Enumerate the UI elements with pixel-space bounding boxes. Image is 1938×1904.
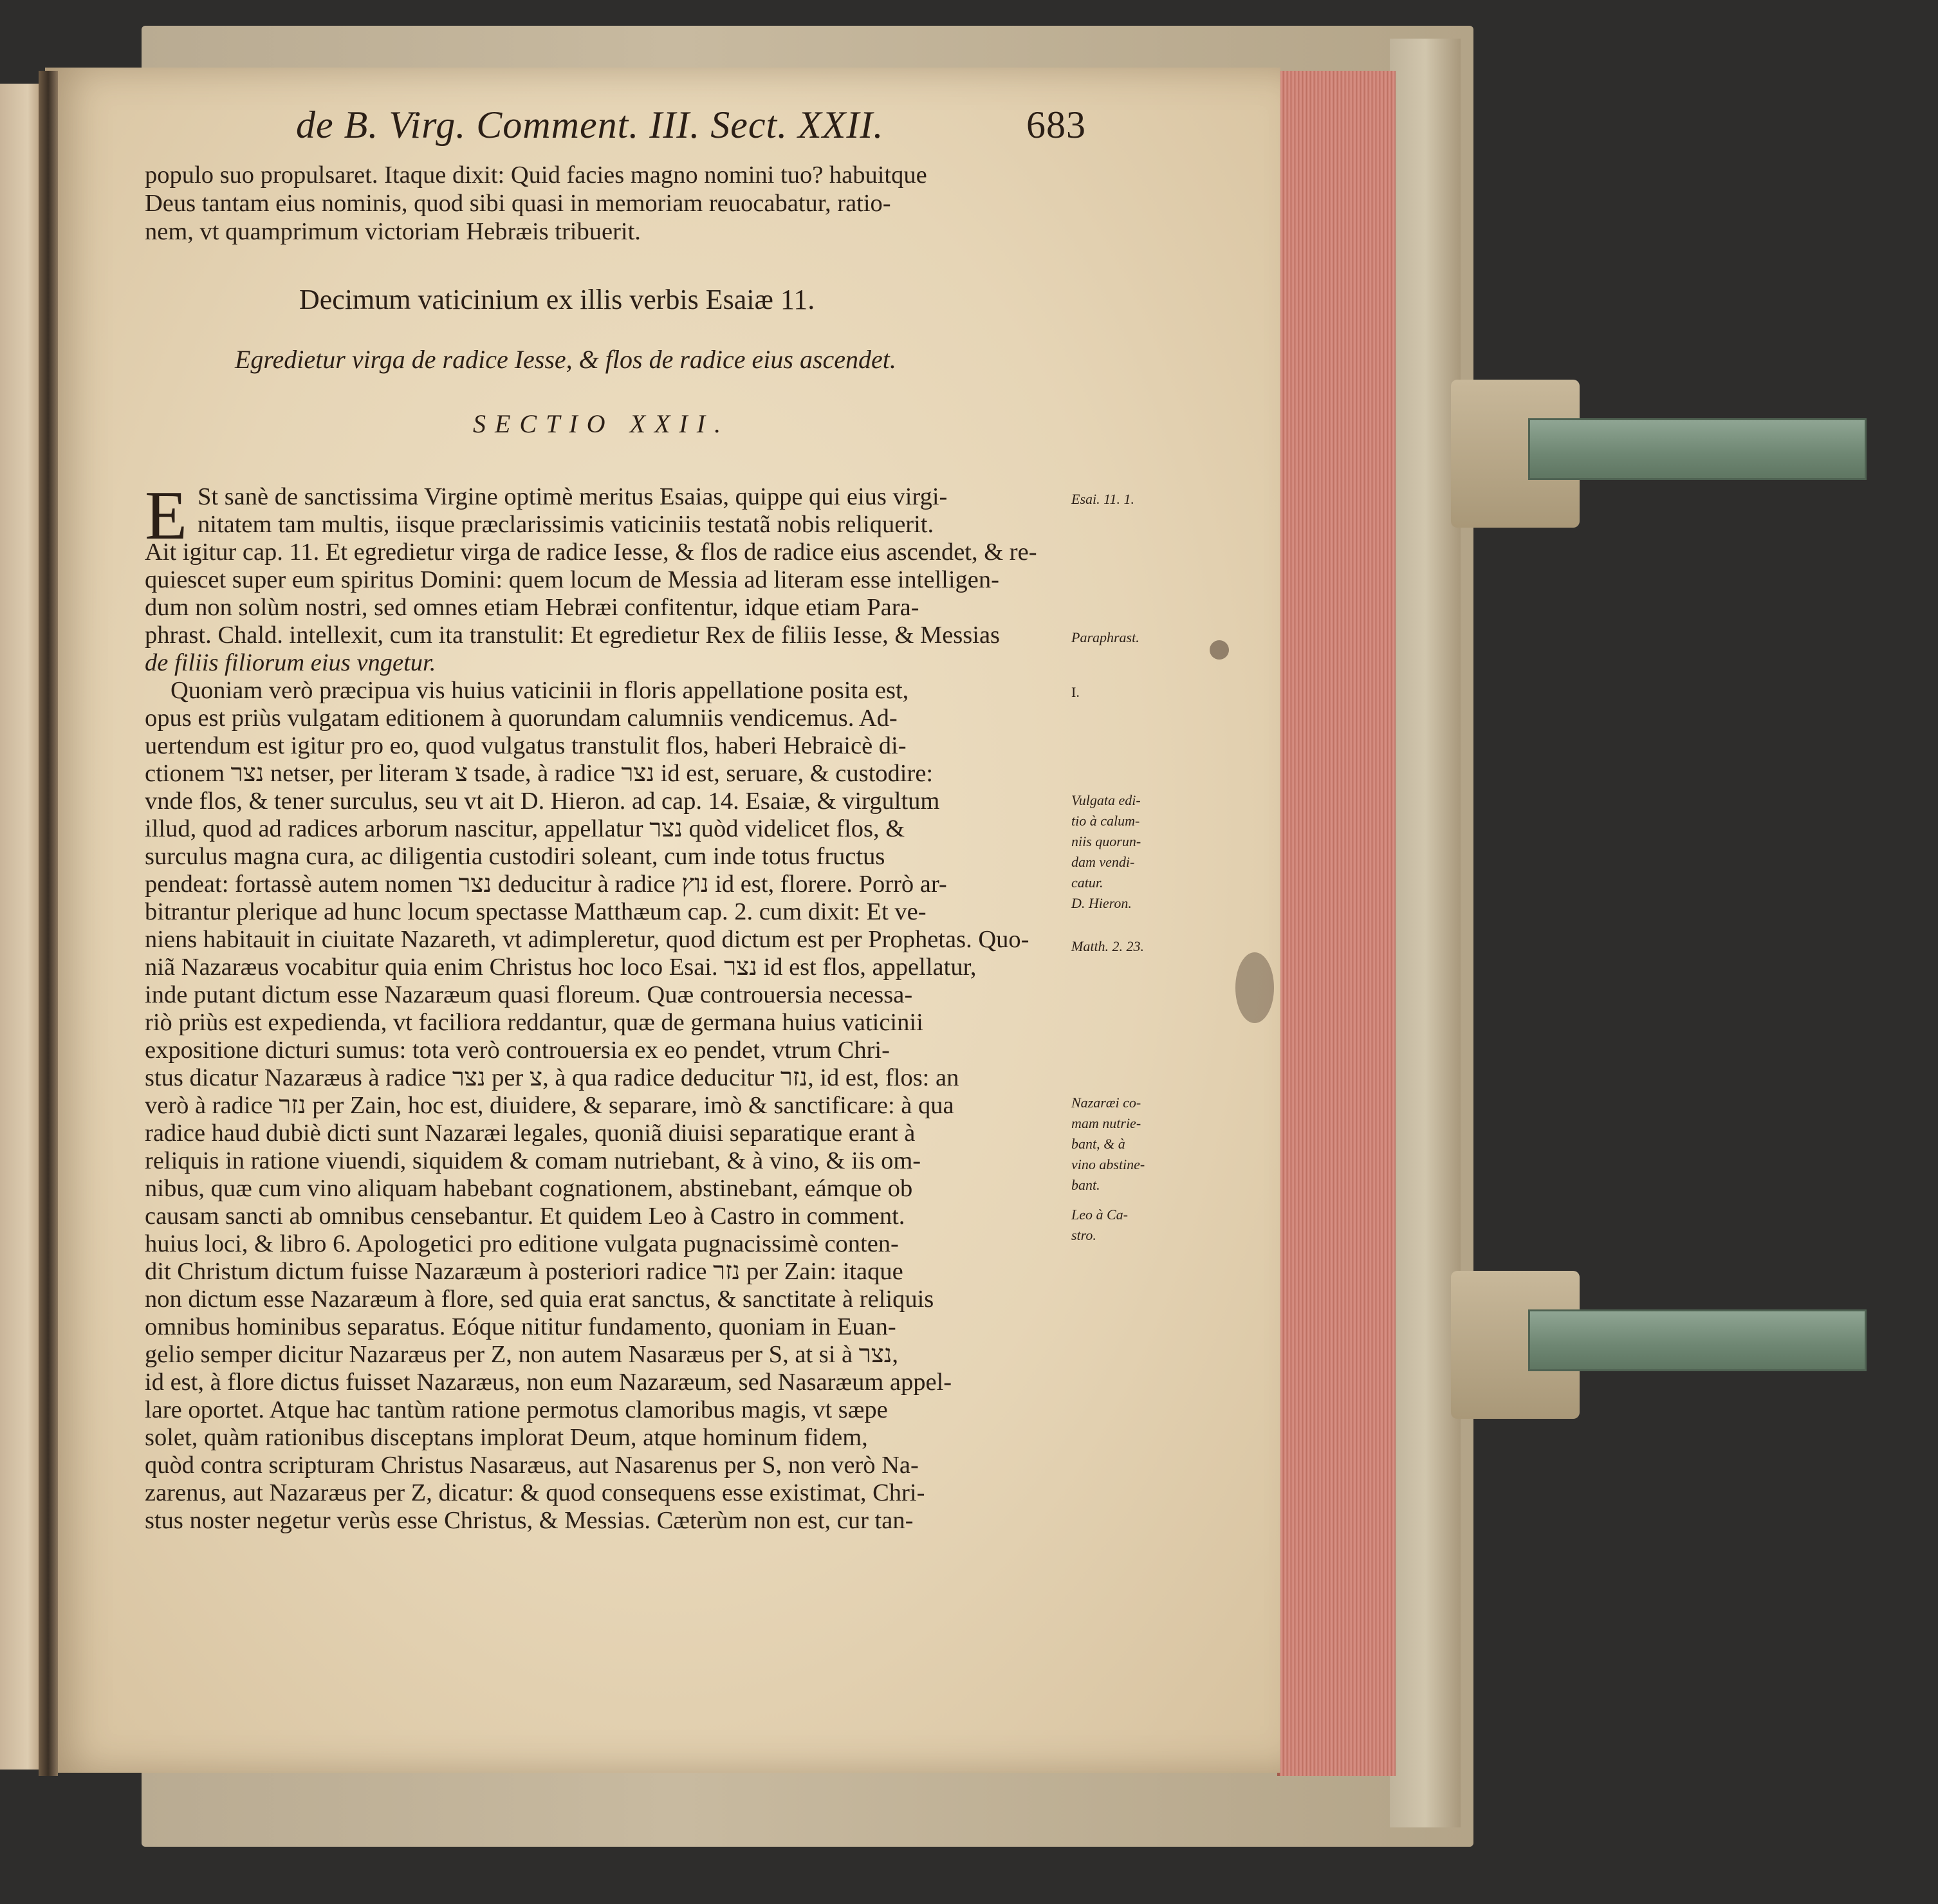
text-line: id est, à flore dictus fuisset Nazaræus, non eum Nazaræum, sed Nasaræum appel- [145,1369,952,1396]
text-line: reliquis in ratione viuendi, siquidem & comam nutriebant, & à vino, & iis om- [145,1147,921,1174]
text-line: gelio semper dicitur Nazaræus per Z, non autem Nasaræus per S, at si à נצר, [145,1341,899,1368]
text-line: St sanè de sanctissima Virgine optimè meritus Esaias, quippe qui eius virgi- [198,483,948,510]
margin-note: Paraphrast. [1071,629,1140,645]
text-line: dum non solùm nostri, sed omnes etiam Hebræi confitentur, idque etiam Para- [145,594,919,621]
margin-note: dam vendi- [1071,854,1135,870]
text-line: huius loci, & libro 6. Apologetici pro editione vulgata pugnacissimè conten- [145,1230,899,1257]
running-head-title: de B. Virg. Comment. III. Sect. XXII. [296,104,884,146]
margin-note: niis quorun- [1071,833,1141,849]
text-line: Deus tantam eius nominis, quod sibi quasi in memoriam reuocabatur, ratio- [145,190,891,217]
text-line: de filiis filiorum eius vngetur. [145,649,436,676]
lower-clasp [1451,1271,1863,1419]
text-line: niens habitauit in ciuitate Nazareth, vt adimpleretur, quod dictum est per Prophetas. Quo- [145,926,1029,953]
margin-note: mam nutrie- [1071,1115,1141,1131]
text-line: verò à radice נזר per Zain, hoc est, diuidere, & separare, imò & sanctificare: à qua [145,1092,954,1119]
running-head [151,103,1086,154]
margin-note: catur. [1071,874,1103,891]
text-line: nibus, quæ cum vino aliquam habebant cognationem, abstinebant, eámque ob [145,1175,913,1202]
text-line: nitatem tam multis, iisque præclarissimis vaticiniis testatã nobis reliquerit. [198,511,934,538]
scripture-quote-heading: Egredietur virga de radice Iesse, & flos de radice eius ascendet. [235,345,896,374]
margin-note: bant. [1071,1177,1100,1193]
text-line: riò priùs est expedienda, vt faciliora reddantur, quæ de germana huius vaticinii [145,1009,923,1036]
text-line: causam sancti ab omnibus censebantur. Et quidem Leo à Castro in comment. [145,1203,905,1230]
text-line: non dictum esse Nazaræum à flore, sed quia erat sanctus, & sanctitate à reliquis [145,1286,934,1313]
section-heading: SECTIO XXII. [473,409,730,438]
text-line: surculus magna cura, ac diligentia custodiri soleant, cum inde totus fructus [145,843,885,870]
text-line: vnde flos, & tener surculus, seu vt ait D. Hieron. ad cap. 14. Esaiæ, & virgultum [145,788,940,815]
margin-note: Esai. 11. 1. [1071,491,1134,507]
margin-note: Matth. 2. 23. [1071,938,1145,954]
text-line: lare oportet. Atque hac tantùm ratione permotus clamoribus magis, vt sæpe [145,1396,888,1423]
text-line: inde putant dictum esse Nazaræum quasi floreum. Quæ controuersia necessa- [145,981,913,1008]
text-line: uertendum est igitur pro eo, quod vulgatus transtulit flos, haberi Hebraicè di- [145,732,907,759]
margin-note: Leo à Ca- [1071,1206,1128,1223]
text-line: Ait igitur cap. 11. Et egredietur virga de radice Iesse, & flos de radice eius ascendet, & re- [145,539,1037,566]
upper-clasp [1451,380,1863,528]
margin-note: Nazaræi co- [1071,1095,1141,1111]
text-line: niã Nazaræus vocabitur quia enim Christus hoc loco Esai. נצר id est flos, appellatur, [145,954,977,981]
vaticinium-heading: Decimum vaticinium ex illis verbis Esaiæ 11. [299,284,815,315]
page-number: 683 [1026,104,1086,146]
clasp-strap [1528,418,1867,480]
text-line: stus dicatur Nazaræus à radice נצר per צ, à qua radice deducitur נזר, id est, flos: an [145,1064,959,1091]
text-line: bitrantur plerique ad hunc locum spectasse Matthæum cap. 2. cum dixit: Et ve- [145,898,927,925]
text-line: zarenus, aut Nazaræus per Z, dicatur: & quod consequens esse existimat, Chri- [145,1479,925,1506]
text-line: radice haud dubiè dicti sunt Nazaræi legales, quoniã diuisi separatique erant à [145,1120,916,1147]
ink-stain [1210,640,1229,660]
red-fore-edge [1277,71,1396,1776]
text-line: quòd contra scripturam Christus Nasaræus, aut Nasarenus per S, non verò Na- [145,1452,919,1479]
gutter [39,71,58,1776]
text-line: populo suo propulsaret. Itaque dixit: Quid facies magno nomini tuo? habuitque [145,162,927,189]
text-line: stus noster negetur verùs esse Christus, & Messias. Cæterùm non est, cur tan- [145,1507,914,1534]
margin-note: vino abstine- [1071,1156,1145,1172]
text-line: pendeat: fortassè autem nomen נצר deducitur à radice נוץ id est, florere. Porrò ar- [145,871,947,898]
text-line: expositione dicturi sumus: tota verò controuersia ex eo pendet, vtrum Chri- [145,1037,890,1064]
margin-note: D. Hieron. [1071,895,1132,911]
margin-note: bant, & à [1071,1136,1125,1152]
clasp-strap [1528,1309,1867,1371]
drop-cap: E [145,477,187,554]
margin-note: tio à calum- [1071,813,1140,829]
text-line: ctionem נצר netser, per literam צ tsade, à radice נצר id est, seruare, & custodire: [145,760,934,787]
back-board-edge [1390,39,1461,1827]
margin-note: stro. [1071,1227,1096,1243]
text-line: quiescet super eum spiritus Domini: quem locum de Messia ad literam esse intelligen- [145,566,999,593]
margin-note: I. [1071,684,1080,700]
text-line: Quoniam verò præcipua vis huius vaticinii in floris appellatione posita est, [171,677,909,704]
text-line: opus est priùs vulgatam editionem à quorundam calumniis vendicemus. Ad- [145,705,898,732]
text-line: solet, quàm rationibus disceptans implorat Deum, atque hominum fidem, [145,1424,868,1451]
text-line: illud, quod ad radices arborum nascitur, appellatur נצר quòd videlicet flos, & [145,815,905,842]
ink-stain [1235,952,1274,1023]
text-line: omnibus hominibus separatus. Eóque nititur fundamento, quoniam in Euan- [145,1313,896,1340]
text-line: dit Christum dictum fuisse Nazaræum à posteriori radice נזר per Zain: itaque [145,1258,903,1285]
text-line: phrast. Chald. intellexit, cum ita transtulit: Et egredietur Rex de filiis Iesse, & Messias [145,622,1001,649]
margin-note: Vulgata edi- [1071,792,1141,808]
text-line: nem, vt quamprimum victoriam Hebræis tribuerit. [145,218,641,245]
